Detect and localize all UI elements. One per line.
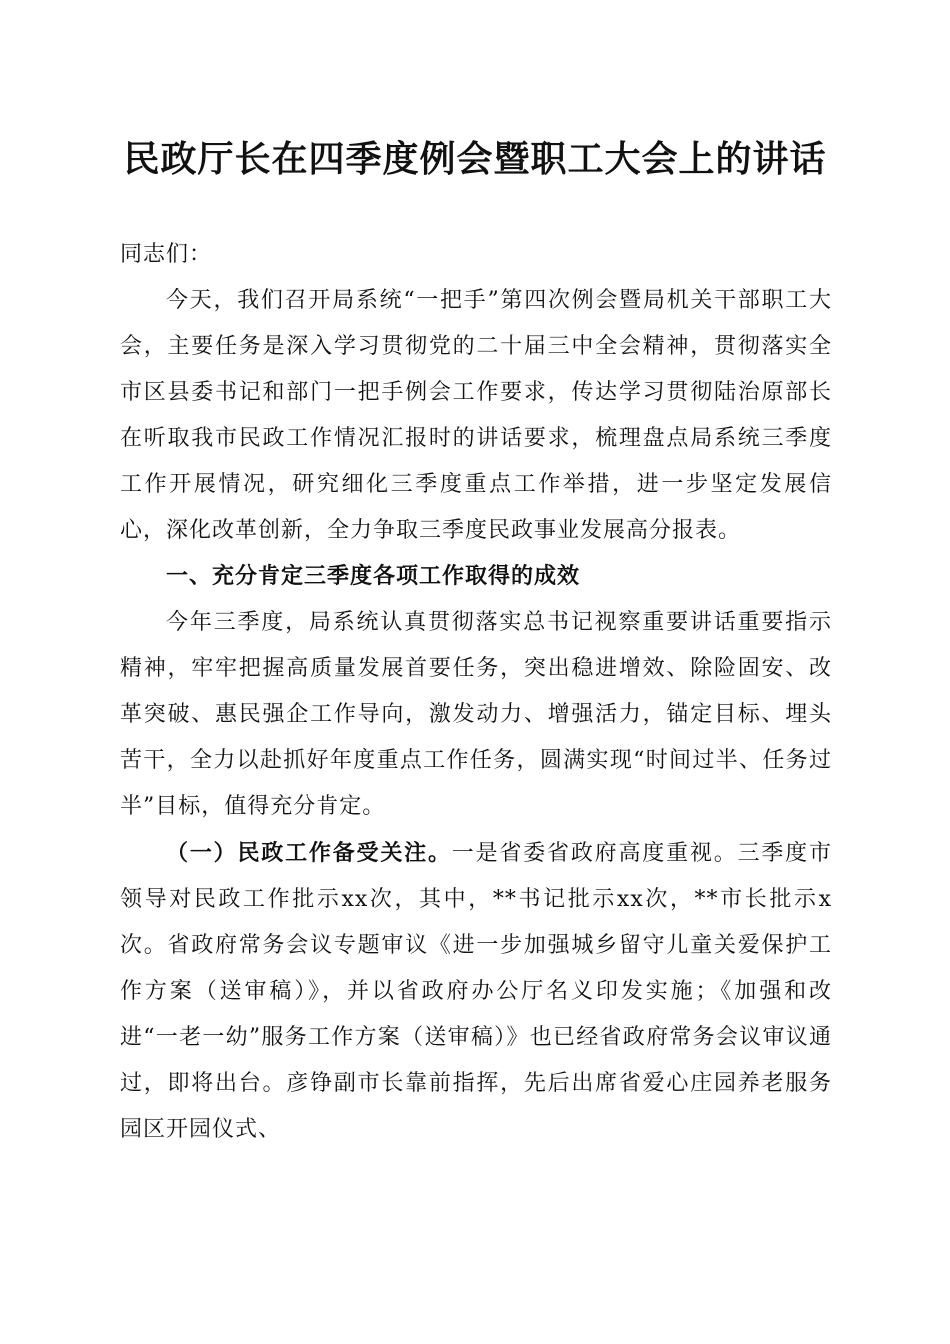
section-heading-1: 一、充分肯定三季度各项工作取得的成效 (166, 564, 581, 589)
intro-paragraph: 今天，我们召开局系统“一把手”第四次例会暨局机关干部职工大会，主要任务是深入学习贯彻党的二十届三中全会精神，贯彻落实全市区县委书记和部门一把手例会工作要求，传达学习贯彻陆治原部长在听取我市民政工作情况汇报时的讲话要求，梳理盘点局系统三季度工作开展情况，研究细化三季度重点工作举措，进一步坚定发展信心，深化改革创新，全力争取三季度民政事业发展高分报表。 (120, 288, 832, 543)
subsection-1-paragraph (120, 830, 832, 1153)
subsection-1-body: 一是省委省政府高度重视。三季度市领导对民政工作批示xx次，其中，**书记批示xx次，**市长批示x次。省政府常务会议专题审议《进一步加强城乡留守儿童关爱保护工作方案（送审稿）》，并以省政府办公厅名义印发实施；《加强和改进“一老一幼”服务工作方案（送审稿）》也已经省政府常务会议审议通过，即将出台。彦铮副市长靠前指挥，先后出席省爱心庄园养老服务园区开园仪式、 (120, 841, 832, 1142)
document-body (120, 232, 832, 1153)
document-title: 民政厅长在四季度例会暨职工大会上的讲话 (123, 138, 827, 180)
salutation: 同志们： (120, 242, 213, 267)
subsection-1-lead: （一）民政工作备受关注。 (166, 840, 452, 866)
section-1-paragraph: 今年三季度，局系统认真贯彻落实总书记视察重要讲话重要指示精神，牢牢把握高质量发展首要任务，突出稳进增效、除险固安、改革突破、惠民强企工作导向，激发动力、增强活力，锚定目标、埋头苦干，全力以赴抓好年度重点工作任务，圆满实现“时间过半、任务过半”目标，值得充分肯定。 (120, 610, 832, 819)
